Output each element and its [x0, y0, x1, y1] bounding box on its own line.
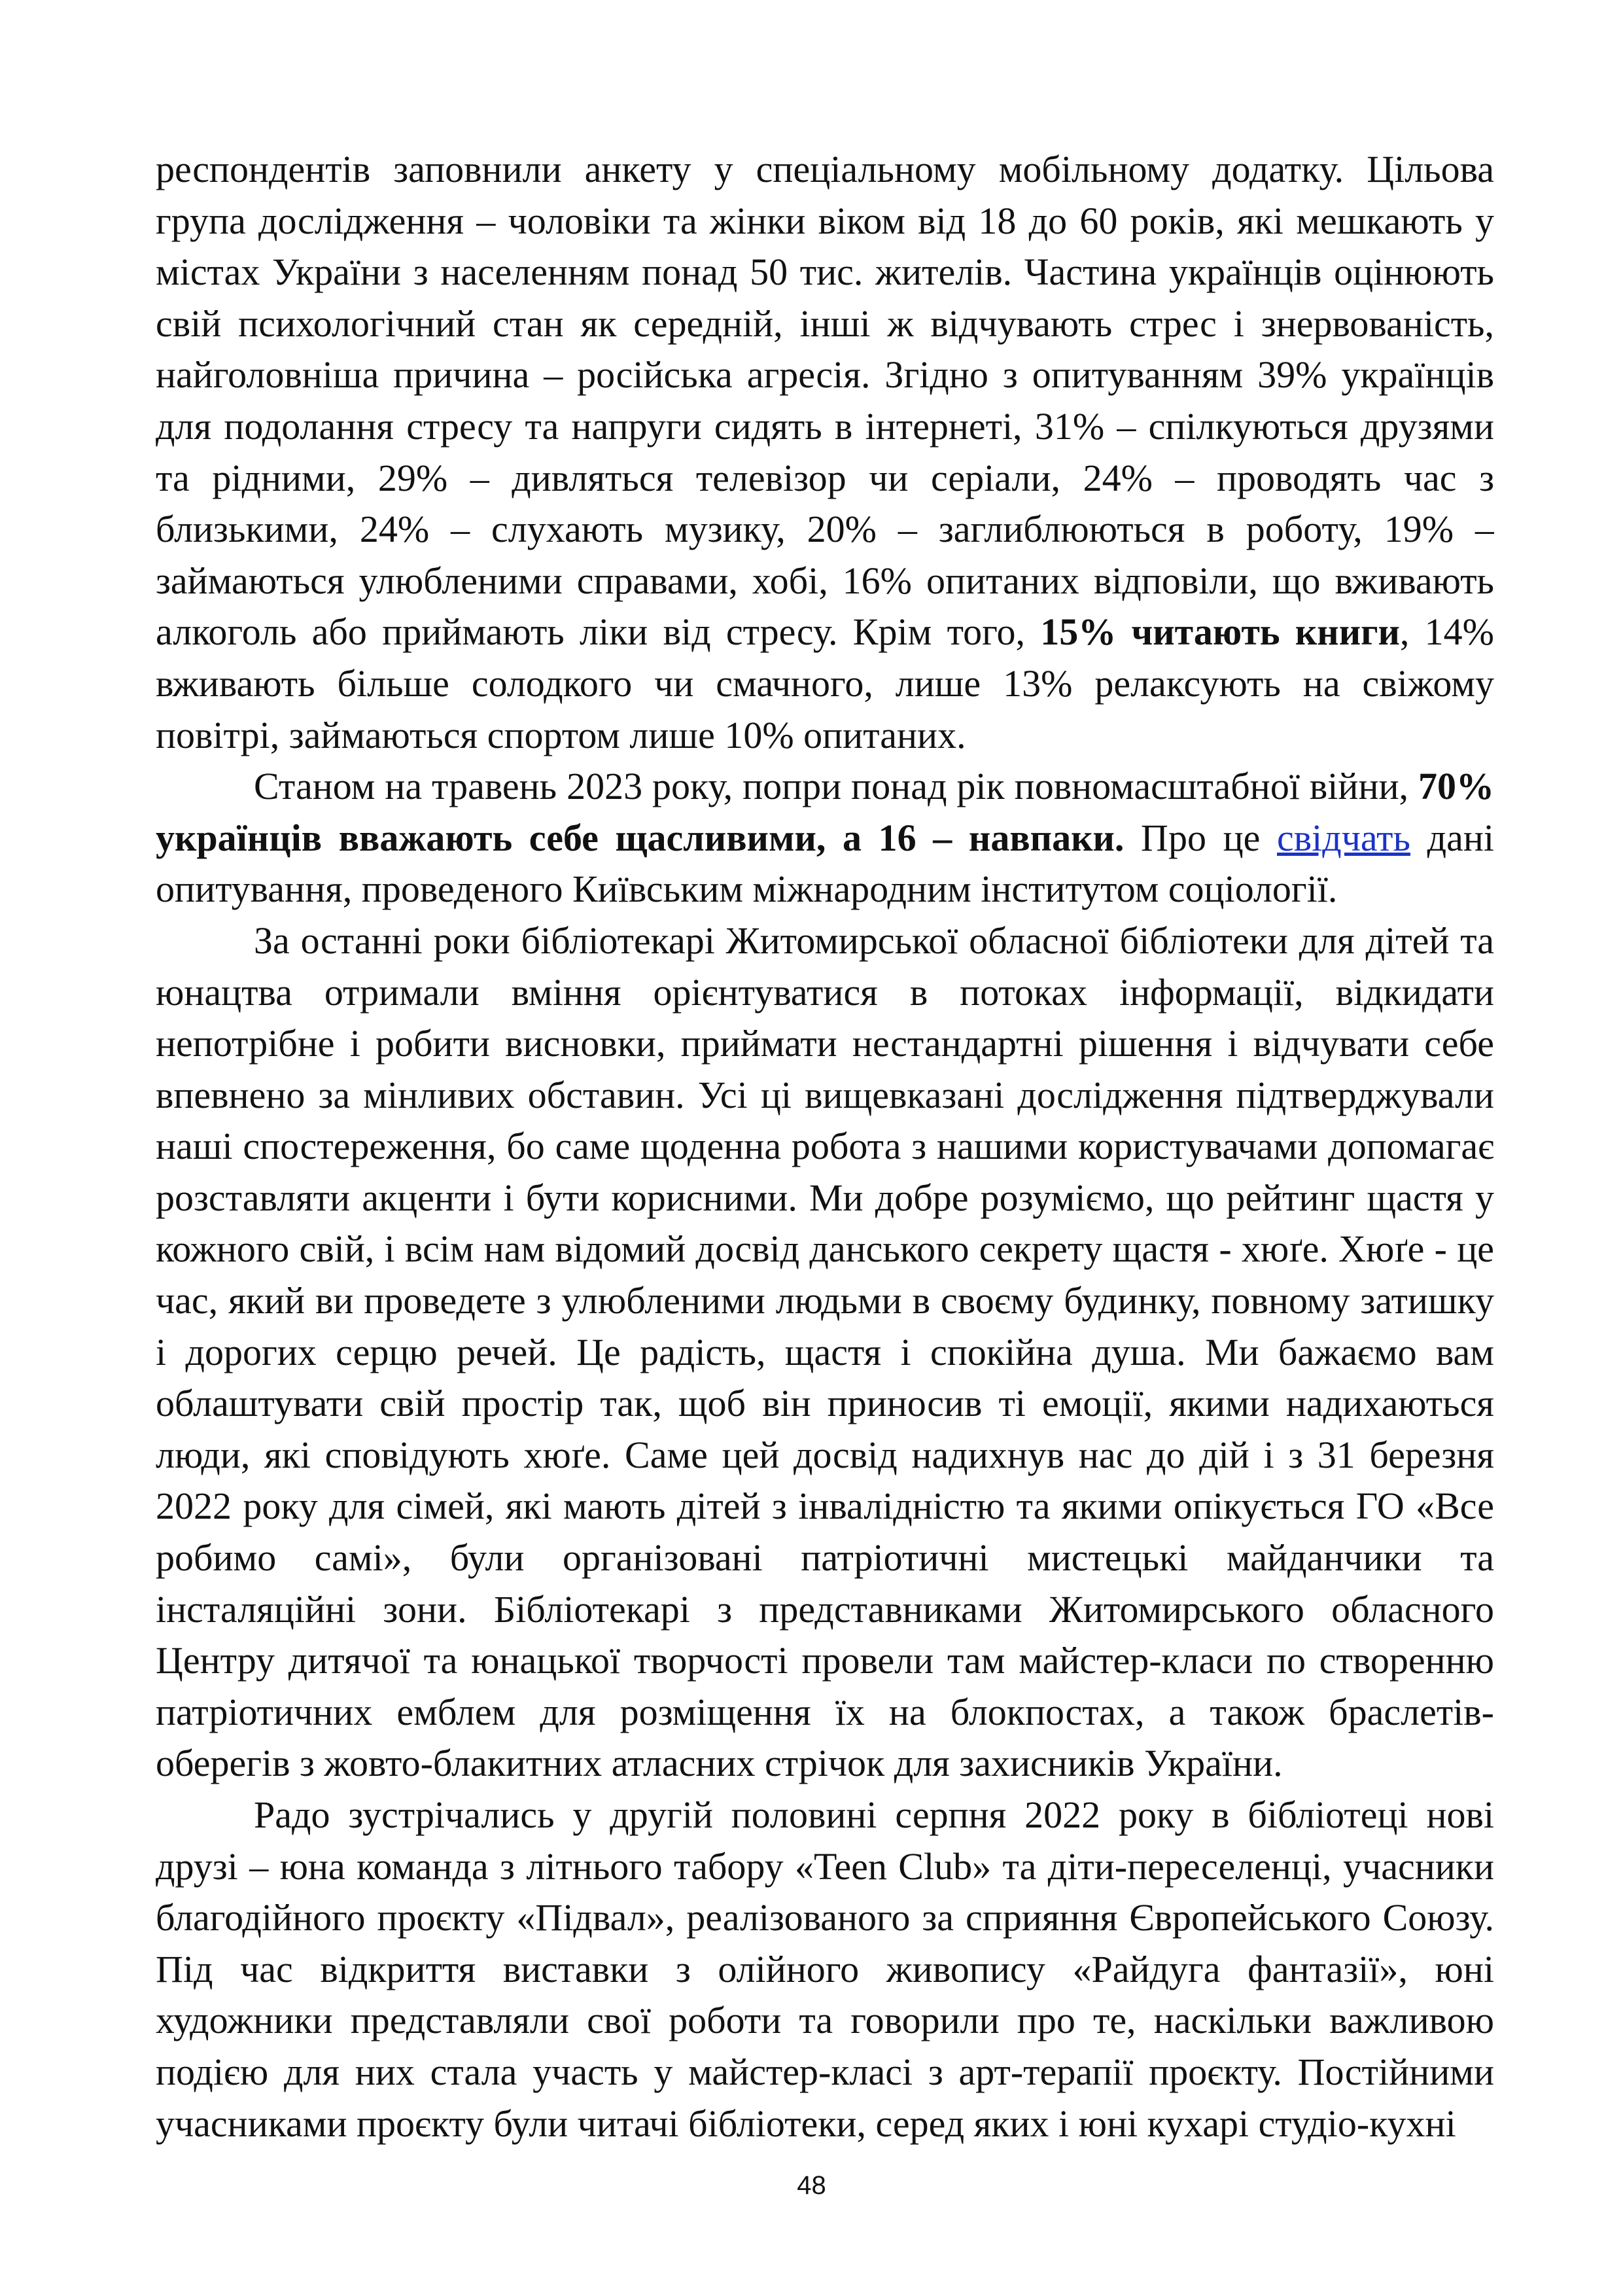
paragraph-text: дані опитування, проведеного Київським міжнародним інститутом соціології.	[156, 816, 1494, 911]
paragraph-text: , 14% вживають більше солодкого чи смачного, лише 13% релаксують на свіжому повітрі, займаються спортом лише 10% опитаних.	[156, 610, 1494, 756]
paragraph-text: Станом на травень 2023 року, попри понад рік повномасштабної війни,	[254, 765, 1418, 808]
page-number: 48	[797, 2171, 826, 2200]
bold-highlight-happiness: 70% українців вважають себе щасливими, а 16 – навпаки.	[156, 765, 1494, 859]
paragraph-happiness-poll	[156, 761, 1494, 915]
bold-highlight-reading: 15% читають книги	[1040, 610, 1400, 654]
paragraph-library-activities: За останні роки бібліотекарі Житомирської обласної бібліотеки для дітей та юнацтва отримали вміння орієнтуватися в потоках інформації, відкидати непотрібне і робити висновки, приймати нестандартні рішення і відчувати себе впевнено за мінливих обставин. Усі ці вищевказані дослідження підтверджували наші спостереження, бо саме щоденна робота з нашими користувачами допомагає розставляти акценти і бути корисними. Ми добре розуміємо, що рейтинг щастя у кожного свій, і всім нам відомий досвід данського секрету щастя - хюґе. Хюґе - це час, який ви проведете з улюбленими людьми в своєму будинку, повному затишку і дорогих серцю речей. Це радість, щастя і спокійна душа. Ми бажаємо вам облаштувати свій простір так, щоб він приносив ті емоції, якими надихаються люди, які сповідують хюґе. Саме цей досвід надихнув нас до дій і з 31 березня 2022 року для сімей, які мають дітей з інвалідністю та якими опікується ГО «Все робимо самі», були організовані патріотичні мистецькі майданчики та інсталяційні зони. Бібліотекарі з представниками Житомирського обласного Центру дитячої та юнацької творчості провели там майстер-класи по створенню патріотичних емблем для розміщення їх на блокпостах, а також браслетів-оберегів з жовто-блакитних атласних стрічок для захисників України.	[156, 919, 1494, 1785]
paragraph-text: респондентів заповнили анкету у спеціальному мобільному додатку. Цільова група дослідження – чоловіки та жінки віком від 18 до 60 років, які мешкають у містах України з населенням понад 50 тис. жителів. Частина українців оцінюють свій психологічний стан як середній, інші ж відчувають стрес і знервованість, найголовніша причина – російська агресія. Згідно з опитуванням 39% українців для подолання стресу та напруги сидять в інтернеті, 31% – спілкуються друзями та рідними, 29% – дивляться телевізор чи серіали, 24% – проводять час з близькими, 24% – слухають музику, 20% – заглиблюються в роботу, 19% – займаються улюбленими справами, хобі, 16% опитаних відповіли, що вживають алкоголь або приймають ліки від стресу. Крім того,	[156, 148, 1494, 654]
document-page	[156, 144, 1494, 2159]
source-link[interactable]: свідчать	[1277, 816, 1410, 859]
paragraph-text: Про це	[1124, 816, 1277, 859]
paragraph-summer-events: Радо зустрічались у другій половині серпня 2022 року в бібліотеці нові друзі – юна команда з літнього табору «Teen Club» та діти-переселенці, учасники благодійного проєкту «Підвал», реалізованого за сприяння Європейського Союзу. Під час відкриття виставки з олійного живопису «Райдуга фантазії», юні художники представляли свої роботи та говорили про те, наскільки важливою подією для них стала участь у майстер-класі з арт-терапії проєкту. Постійними учасниками проєкту були читачі бібліотеки, серед яких і юні кухарі студіо-кухні	[156, 1793, 1494, 2145]
paragraph-survey-results	[156, 144, 1494, 761]
